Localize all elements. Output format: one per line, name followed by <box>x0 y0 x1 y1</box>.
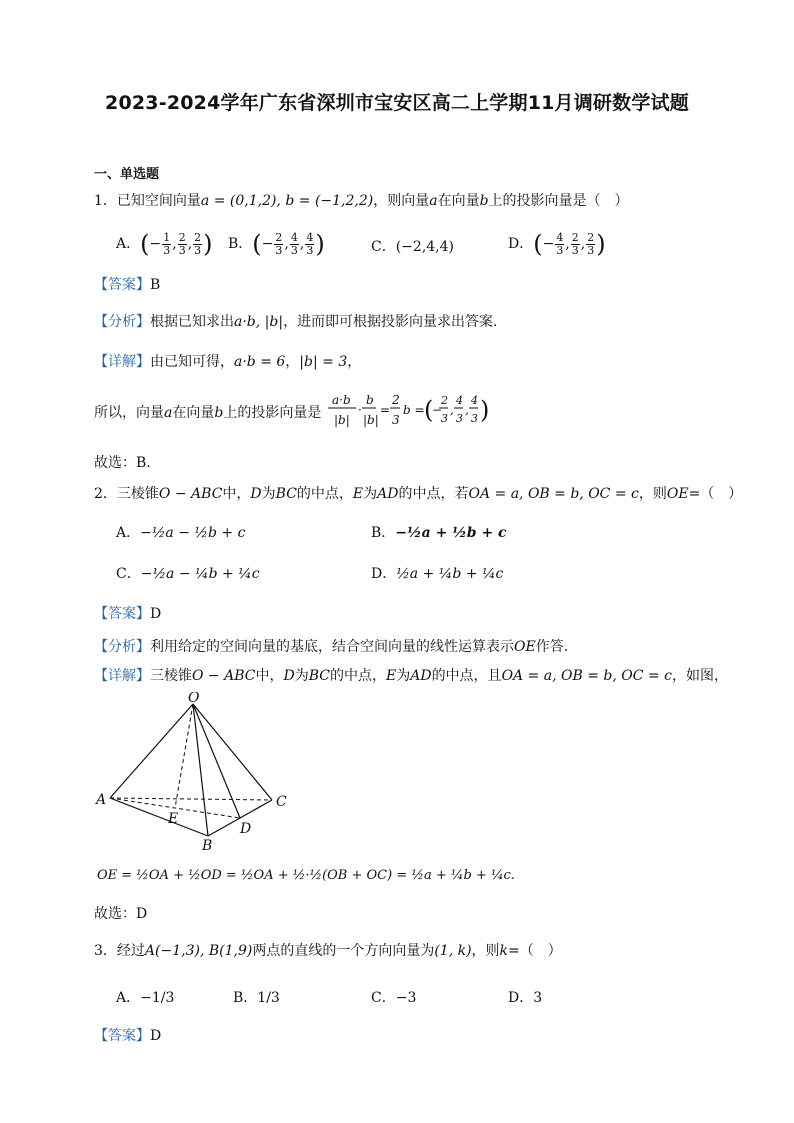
q2-option-d[interactable] <box>371 563 503 583</box>
svg-text:b: b <box>366 393 374 407</box>
q2-analysis-end: 作答. <box>535 639 569 655</box>
q1-option-d-label: D． <box>508 236 534 252</box>
q2-option-d-label: D． <box>371 566 397 582</box>
q2-detail-d: D <box>283 668 295 684</box>
svg-text:,: , <box>450 403 454 417</box>
q3-k: k <box>499 943 509 959</box>
q3-option-b-value: 1/3 <box>257 990 280 1006</box>
page-title: 2023-2024学年广东省深圳市宝安区高二上学期11月调研数学试题 <box>105 92 689 114</box>
label-d: D <box>240 821 252 837</box>
q1-b-frac-1: $\frac{2}{3}$ <box>275 230 283 257</box>
q1-option-c-label: C． <box>371 239 396 255</box>
q2-seg-bc: BC <box>275 486 297 502</box>
q1-b-sign: − <box>261 236 274 252</box>
q1-d-sign: − <box>542 236 555 252</box>
q2-point-e: E <box>352 486 364 502</box>
q1-conclusion <box>94 403 321 423</box>
q3-points: A(−1,3), B(1,9) <box>144 943 253 959</box>
question-2-stem <box>94 484 742 504</box>
edge-oc <box>193 704 272 800</box>
q1-a-frac-3: $\frac{2}{3}$ <box>194 230 202 257</box>
q2-detail-text-5: 为 <box>396 668 411 684</box>
svg-text:(: ( <box>424 396 434 424</box>
q2-detail-ad: AD <box>410 668 432 684</box>
q2-option-c-label: C． <box>116 566 141 582</box>
q2-detail-tetra: O − ABC <box>192 668 256 684</box>
label-e: E <box>168 811 179 827</box>
q1-detail <box>94 352 361 372</box>
q2-point-d: D <box>250 486 262 502</box>
q1-detail-end: ， <box>347 354 362 370</box>
q1-stem-vectors: a = (0,1,2), b = (−1,2,2) <box>200 193 374 209</box>
q1-conclude-text-3: 上的投影向量是 <box>223 405 322 421</box>
svg-text:4: 4 <box>471 394 478 407</box>
svg-text:,: , <box>465 403 469 417</box>
section-heading: 一、单选题 <box>94 167 160 182</box>
analysis-tag: 【分析】 <box>94 639 150 655</box>
q2-stem-tetra: O − ABC <box>158 486 223 502</box>
answer-tag: 【答案】 <box>94 1028 150 1044</box>
q1-conclude-vec-b: b <box>214 405 224 421</box>
q3-answer <box>94 1026 161 1046</box>
q1-conclude-text-2: 在向量 <box>172 405 215 421</box>
svg-text:·: · <box>358 403 362 417</box>
q1-b-frac-2: $\frac{4}{3}$ <box>290 230 298 257</box>
q1-option-a-label: A． <box>116 236 141 252</box>
svg-text:): ) <box>480 396 490 424</box>
q2-stem-text-4: 的中点， <box>296 486 353 502</box>
svg-text:3: 3 <box>471 412 478 425</box>
q2-option-d-value: ½a + ¼b + ¼c <box>396 566 504 582</box>
q2-detail-text-7: ，如图， <box>671 668 728 684</box>
q2-option-c-value: −½a − ¼b + ¼c <box>140 566 260 582</box>
q3-stem-text: 3．经过 <box>94 943 145 959</box>
q1-option-b-label: B． <box>228 236 253 252</box>
q3-option-b[interactable] <box>233 987 280 1007</box>
q3-option-a-label: A． <box>116 990 141 1006</box>
q1-d-frac-3: $\frac{2}{3}$ <box>587 230 595 257</box>
q1-stem-text-3: 在向量 <box>437 193 480 209</box>
answer-tag: 【答案】 <box>94 606 150 622</box>
q3-stem-text-3: ，则 <box>471 943 500 959</box>
tetrahedron-figure <box>90 692 300 854</box>
q3-stem-text-2: 两点的直线的一个方向向量为 <box>252 943 435 959</box>
q2-stem-text-2: 中， <box>222 486 251 502</box>
q1-stem-text: 1．已知空间向量 <box>94 193 201 209</box>
q2-analysis <box>94 637 568 657</box>
q1-analysis-text-2: ，进而即可根据投影向量求出答案. <box>283 314 498 330</box>
q2-option-b[interactable] <box>371 522 507 542</box>
edge-oa <box>110 704 193 798</box>
analysis-tag: 【分析】 <box>94 314 150 330</box>
label-c: C <box>276 794 287 810</box>
q2-detail-text-6: 的中点，且 <box>431 668 502 684</box>
svg-text:a·b: a·b <box>332 393 351 407</box>
q1-answer-value: B <box>150 277 161 293</box>
q1-a-frac-1: $\frac{1}{3}$ <box>163 230 171 257</box>
label-a: A <box>96 792 107 808</box>
q1-a-frac-2: $\frac{2}{3}$ <box>178 230 186 257</box>
q1-answer <box>94 275 160 295</box>
q2-stem-text-8: =（ ） <box>688 486 743 502</box>
q2-option-b-label: B． <box>371 525 396 541</box>
q2-detail <box>94 666 728 686</box>
q3-option-d[interactable] <box>508 987 542 1007</box>
q1-detail-sep: ， <box>285 354 300 370</box>
q2-detail-text-4: 的中点， <box>329 668 386 684</box>
svg-text:|b|: |b| <box>363 413 379 427</box>
q2-option-b-value: −½a + ½b + c <box>395 525 507 541</box>
q2-formula-text: OE = ½OA + ½OD = ½OA + ½·½(OB + OC) = ½a + ¼b + ¼c. <box>97 868 515 883</box>
svg-text:|b|: |b| <box>334 413 350 427</box>
q2-stem-text-5: 为 <box>363 486 378 502</box>
q3-option-b-label: B． <box>233 990 258 1006</box>
q3-option-c-label: C． <box>371 990 396 1006</box>
q2-detail-text-2: 中， <box>255 668 284 684</box>
svg-text:2: 2 <box>441 394 448 407</box>
q1-option-b[interactable]: B．(− $\frac{2}{3}$ , $\frac{4}{3}$ , $\frac{4}{3}$ ) <box>228 230 325 258</box>
q1-option-c[interactable] <box>371 236 454 256</box>
q1-conclude-vec-a: a <box>164 405 173 421</box>
q2-stem-text: 2．三棱锥 <box>94 486 159 502</box>
q1-stem-text-4: 上的投影向量是（ ） <box>488 193 629 209</box>
q3-stem-text-4: =（ ） <box>508 943 562 959</box>
q1-option-c-value: (−2,4,4) <box>395 239 454 255</box>
question-1-stem <box>94 191 629 211</box>
q3-direction: (1, k) <box>434 943 472 959</box>
q1-analysis <box>94 312 498 332</box>
q2-option-a-value: −½a − ½b + c <box>140 525 246 541</box>
q3-option-d-label: D． <box>508 990 534 1006</box>
q1-vector-b: b <box>479 193 489 209</box>
q1-d-frac-1: $\frac{4}{3}$ <box>556 230 564 257</box>
svg-text:=: = <box>380 403 391 417</box>
svg-text:b =: b = <box>403 403 425 417</box>
q2-stem-text-3: 为 <box>261 486 276 502</box>
edge-ob <box>193 704 208 836</box>
svg-text:4: 4 <box>456 394 463 407</box>
q1-option-a[interactable]: A．(− $\frac{1}{3}$ , $\frac{2}{3}$ , $\frac{2}{3}$ ) <box>116 230 213 258</box>
svg-text:3: 3 <box>441 412 448 425</box>
q2-answer <box>94 604 161 624</box>
q2-answer-value: D <box>150 606 162 622</box>
q2-stem-text-7: ，则 <box>638 486 667 502</box>
q1-vector-a: a <box>429 193 438 209</box>
q1-choose: 故选：B. <box>94 455 151 471</box>
q1-a-sign: − <box>149 236 162 252</box>
q2-vec-oe: OE <box>666 486 689 502</box>
label-o: O <box>188 692 200 706</box>
q1-detail-text: 由已知可得， <box>150 354 234 370</box>
q3-option-c-value: −3 <box>395 990 417 1006</box>
q3-option-a[interactable] <box>116 987 174 1007</box>
svg-text:2: 2 <box>392 393 400 407</box>
q1-analysis-text: 根据已知求出 <box>150 314 234 330</box>
question-3-stem <box>94 941 562 961</box>
q1-b-frac-3: $\frac{4}{3}$ <box>306 230 314 257</box>
q1-option-d[interactable]: D．(− $\frac{4}{3}$ , $\frac{2}{3}$ , $\frac{2}{3}$ ) <box>508 230 606 258</box>
svg-text:3: 3 <box>392 413 400 427</box>
answer-tag: 【答案】 <box>94 277 150 293</box>
svg-text:3: 3 <box>456 412 463 425</box>
q1-d-frac-2: $\frac{2}{3}$ <box>571 230 579 257</box>
q2-detail-text: 三棱锥 <box>150 668 192 684</box>
detail-tag: 【详解】 <box>94 354 150 370</box>
q1-projection-formula <box>326 386 496 438</box>
q2-analysis-text: 利用给定的空间向量的基底，结合空间向量的线性运算表示 <box>150 639 514 655</box>
q1-analysis-math: a·b, |b| <box>234 314 284 330</box>
q2-detail-e: E <box>385 668 397 684</box>
edge-oe-hidden <box>175 704 193 808</box>
q2-formula <box>97 866 515 886</box>
q2-detail-bc: BC <box>308 668 330 684</box>
q3-option-d-value: 3 <box>533 990 543 1006</box>
q2-stem-vectors: OA = a, OB = b, OC = c <box>468 486 639 502</box>
edge-ab <box>110 798 208 836</box>
label-b: B <box>202 838 213 854</box>
q2-option-a[interactable] <box>116 522 245 542</box>
q3-answer-value: D <box>150 1028 162 1044</box>
edge-ac-hidden <box>110 798 272 800</box>
q3-option-c[interactable] <box>371 987 416 1007</box>
q2-stem-text-6: 的中点，若 <box>398 486 469 502</box>
q2-option-c[interactable] <box>116 563 260 583</box>
q2-choose: 故选：D <box>94 906 148 922</box>
q1-stem-text-2: ，则向量 <box>373 193 430 209</box>
q1-conclude-text: 所以，向量 <box>94 405 164 421</box>
q2-detail-text-3: 为 <box>294 668 309 684</box>
q2-analysis-vec: OE <box>514 639 536 655</box>
q2-option-a-label: A． <box>116 525 141 541</box>
q2-detail-vectors: OA = a, OB = b, OC = c <box>501 668 672 684</box>
detail-tag: 【详解】 <box>94 668 150 684</box>
q2-seg-ad: AD <box>377 486 399 502</box>
q1-detail-math-1: a·b = 6 <box>234 354 286 370</box>
q1-detail-math-2: |b| = 3 <box>299 354 348 370</box>
q3-option-a-value: −1/3 <box>140 990 175 1006</box>
svg-text:−: − <box>432 403 443 417</box>
